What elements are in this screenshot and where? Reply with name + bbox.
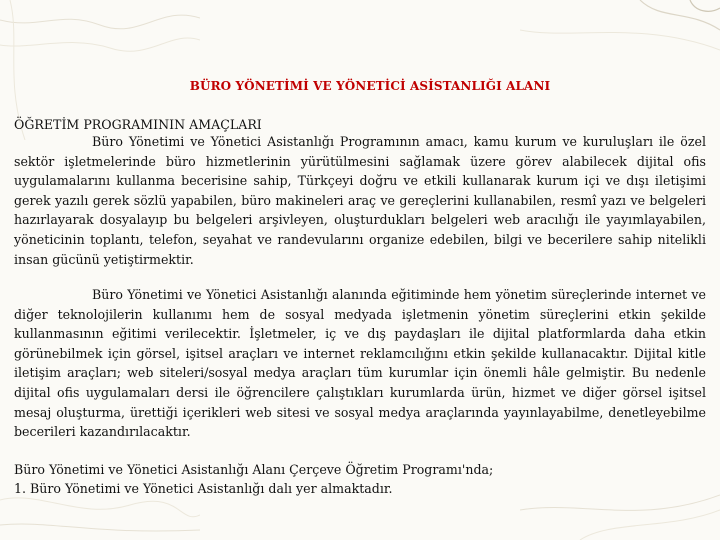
paragraph-program-aims: Büro Yönetimi ve Yönetici Asistanlığı Programının amacı, kamu kurum ve kuruluşları ile özel sektör işletmelerinde büro hizmetlerinin yürütülmesini sağlamak üzere görev alabilecek dijital ofis uygulamalarını kullanma becerisine sahip, Türkçeyi doğru ve etkili kullanarak kurum içi ve dışı iletişimi gerek yazılı gerek sözlü yapabilen, büro makineleri araç ve gereçlerini kullanabilen, resmî yazı ve belgeleri hazırlayarak dosyalayıp bu belgeleri arşivleyen, oluşturdukları belgeleri web aracılığı ile yayımlayabilen, yöneticinin toplantı, telefon, seyahat ve randevularını organize edebilen, bilgi ve becerilere sahip nitelikli insan gücünü yetiştirmektir. [14, 134, 706, 267]
section-heading: ÖĞRETİM PROGRAMININ AMAÇLARI [14, 117, 262, 132]
corner-flourish-top-right [520, 0, 720, 140]
framework-program-line: Büro Yönetimi ve Yönetici Asistanlığı Alanı Çerçeve Öğretim Programı'nda; [14, 462, 494, 477]
paragraph-digital-education: Büro Yönetimi ve Yönetici Asistanlığı alanında eğitiminde hem yönetim süreçlerinde internet ve diğer teknolojilerin kullanımı hem de sosyal medyada işletmenin yönetim süreçlerini etkin şekilde kullanmasının eğitimi verilecektir. İşletmeler, iç ve dış paydaşları ile dijital platformlarda daha etkin görünebilmek için görsel, işitsel araçları ve internet reklamcılığını etkin şekilde kullanacaktır. Dijital kitle iletişim araçları; web siteleri/sosyal medya araçları tüm kurumlar için önemli hâle gelmiştir. Bu nedenle dijital ofis uygulamaları dersi ile öğrencilere çalıştıkları kurumlarda ürün, hizmet ve diğer görsel işitsel mesaj oluşturma, ürettiği içerikleri web sitesi ve sosyal medya araçlarında yayınlayabilme, denetleyebilme becerileri kazandırılacaktır. [14, 287, 706, 440]
framework-branch-line: 1. Büro Yönetimi ve Yönetici Asistanlığı dalı yer almaktadır. [14, 481, 393, 496]
slide-title: BÜRO YÖNETİMİ VE YÖNETİCİ ASİSTANLIĞI ALANI [189, 79, 551, 93]
